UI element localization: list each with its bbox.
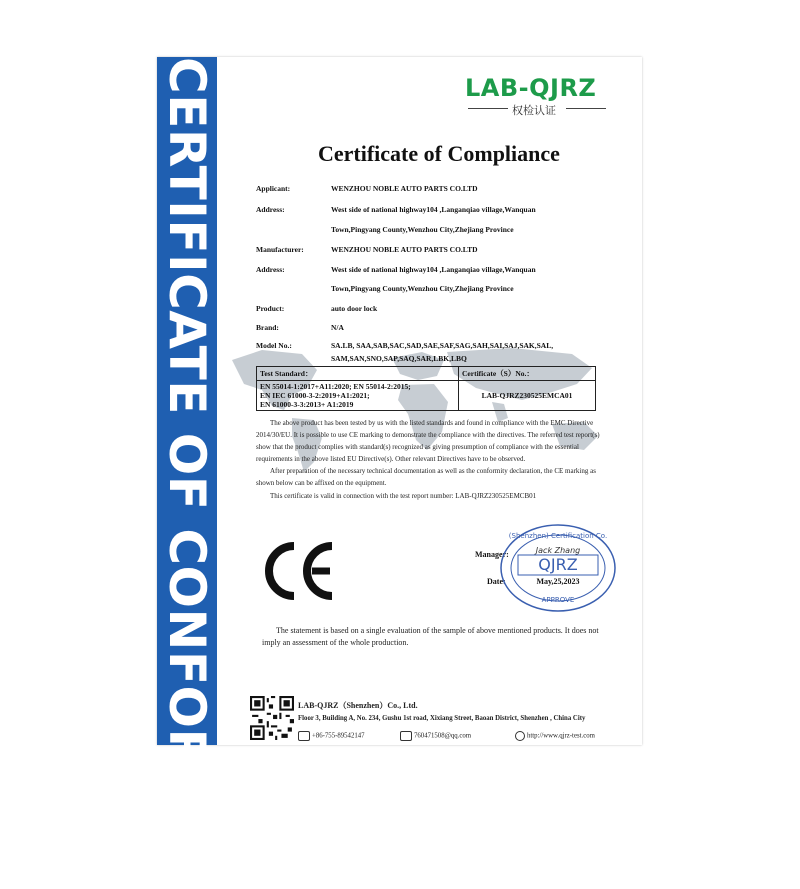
model-value-line1: SA.LB, SAA,SAB,SAC,SAD,SAE,SAF,SAG,SAH,SAI,SAJ,SAK,SAL, <box>331 341 554 350</box>
logo-divider-left <box>468 108 508 109</box>
report-reference-text: This certificate is valid in connection with the test report number: LAB-QJRZ230525EMCB01 <box>270 492 537 500</box>
compliance-text-line: show that the product complies with standard(s) recognized as giving presumption of compliance with the essential <box>256 443 579 451</box>
manufacturer-value: WENZHOU NOBLE AUTO PARTS CO.LTD <box>331 245 478 254</box>
address-label: Address: <box>256 205 285 214</box>
signature: Jack Zhang <box>535 546 581 555</box>
product-label: Product: <box>256 304 285 313</box>
address-value-line1: West side of national highway104 ,Langanqiao village,Wanquan <box>331 205 536 214</box>
brand-value: N/A <box>331 323 344 332</box>
manufacturer-address-line2: Town,Pingyang County,Wenzhou City,Zhejiang Province <box>331 284 514 293</box>
footer-website-text: http://www.qjrz-test.com <box>527 732 595 740</box>
email-icon <box>400 731 412 741</box>
ce-mark-icon <box>260 540 338 602</box>
manufacturer-address-line1: West side of national highway104 ,Langanqiao village,Wanquan <box>331 265 536 274</box>
statement-line: imply an assessment of the whole production. <box>262 638 409 647</box>
stamp-approve-text: APPROVE <box>541 596 575 604</box>
cert-number-value: LAB-QJRZ230525EMCA01 <box>459 381 596 411</box>
manufacturer-label: Manufacturer: <box>256 245 304 254</box>
standard-line: EN 61000-3-3:2013+ A1:2019 <box>260 400 354 409</box>
model-label: Model No.: <box>256 341 292 350</box>
footer-email <box>400 731 471 741</box>
statement-line: The statement is based on a single evaluation of the sample of above mentioned products. It does not <box>276 626 599 635</box>
product-value: auto door lock <box>331 304 378 313</box>
lab-logo-sub: 权检认证 <box>512 104 556 117</box>
ce-marking-text-line: shown below can be affixed on the equipment. <box>256 479 387 487</box>
approval-stamp <box>498 522 618 614</box>
footer-phone <box>298 731 365 741</box>
cert-number-header: Certificate（S）No.： <box>459 367 596 381</box>
standard-line: EN 55014-1:2017+A11:2020; EN 55014-2:2015; <box>260 382 411 391</box>
compliance-text-line: 2014/30/EU. It is possible to use CE marking to demonstrate the compliance with the directives. The referred test report(s) <box>256 431 600 439</box>
phone-icon <box>298 731 310 741</box>
compliance-text-line: The above product has been tested by us with the listed standards and found in compliance with the EMC Directive <box>270 419 594 427</box>
ce-marking-text-line: After preparation of the necessary technical documentation as well as the conformity declaration, the CE marking as <box>270 467 596 475</box>
applicant-label: Applicant: <box>256 184 291 193</box>
footer-email-text: 760471508@qq.com <box>414 732 472 740</box>
address-value-line2: Town,Pingyang County,Wenzhou City,Zhejiang Province <box>331 225 514 234</box>
manufacturer-address-label: Address: <box>256 265 285 274</box>
lab-logo: LAB-QJRZ <box>465 74 597 102</box>
standards-header: Test Standard： <box>257 367 459 381</box>
standards-table <box>256 366 596 411</box>
model-value-line2: SAM,SAN,SNO,SAP,SAQ,SAR,LBK,LBQ <box>331 354 467 363</box>
ce-mark-text: CE <box>260 540 262 541</box>
compliance-text-line: requirements in the above listed EU Directive(s). Other relevant Directives have to be observed. <box>256 455 526 463</box>
manager-label: Manager: <box>475 550 509 559</box>
applicant-value: WENZHOU NOBLE AUTO PARTS CO.LTD <box>331 184 478 193</box>
stamp-center-text: QJRZ <box>538 555 578 574</box>
side-banner <box>157 57 217 889</box>
stamp-ring-text: (Shenzhen) Certification Co. <box>508 532 608 540</box>
standard-line: EN IEC 61000-3-2:2019+A1:2021; <box>260 391 370 400</box>
logo-divider-right <box>566 108 606 109</box>
footer-phone-text: +86-755-89542147 <box>312 732 365 740</box>
side-banner-text: CERTIFICATE OF CONFORMTY <box>158 57 216 889</box>
footer-company: LAB-QJRZ（Shenzhen）Co., Ltd. <box>298 701 418 710</box>
qr-code-icon <box>250 696 294 740</box>
date-value: May,25,2023 <box>536 577 580 586</box>
footer-address: Floor 3, Building A, No. 234, Gushu 1st road, Xixiang Street, Baoan District, Shenzhen , China City <box>298 715 586 722</box>
statement <box>262 625 617 649</box>
brand-label: Brand: <box>256 323 279 332</box>
date-label: Date: <box>487 577 506 586</box>
page-title: Certificate of Compliance <box>318 141 560 166</box>
footer-website <box>515 731 595 741</box>
standards-list <box>257 381 459 411</box>
globe-icon <box>515 731 525 741</box>
